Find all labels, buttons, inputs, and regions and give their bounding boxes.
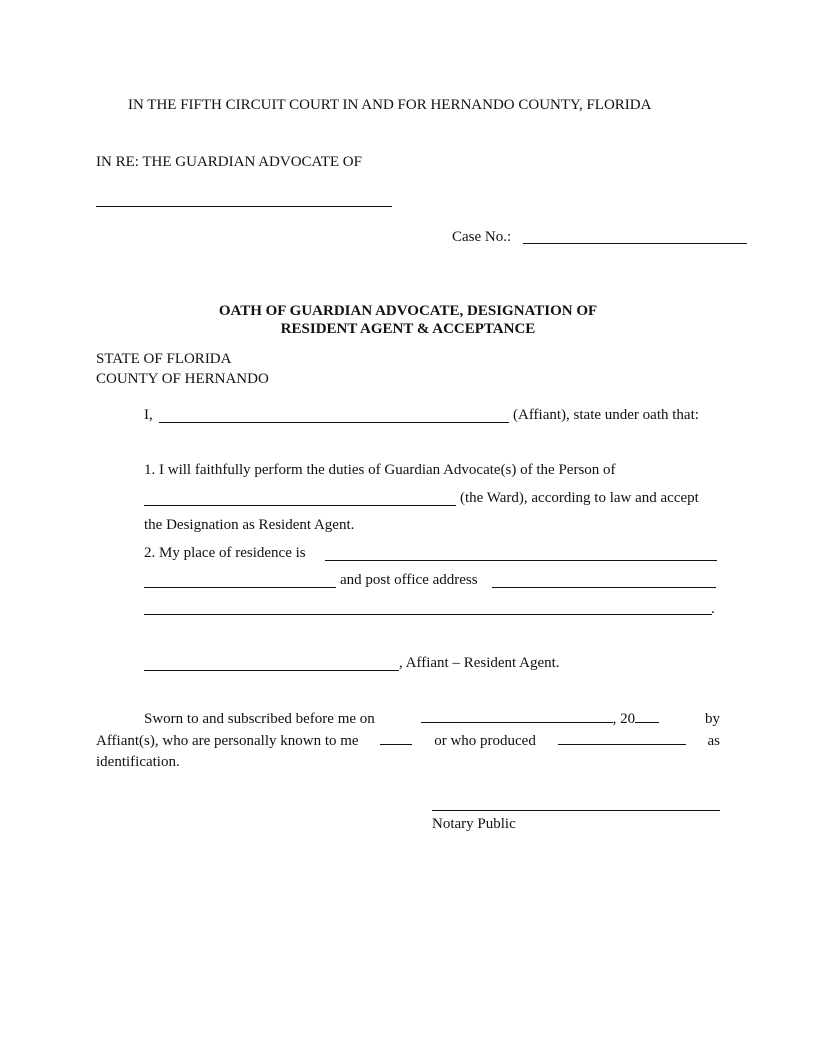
identification-type-blank[interactable] <box>558 730 686 745</box>
affiant-prefix: I, <box>144 407 153 423</box>
case-number-blank[interactable] <box>523 243 747 244</box>
item-2-period: . <box>711 601 715 617</box>
ward-person-blank[interactable] <box>144 505 456 506</box>
title-line-2: RESIDENT AGENT & ACCEPTANCE <box>280 321 536 337</box>
item-2-prefix: 2. My place of residence is <box>144 545 306 561</box>
sworn-year-blank[interactable] <box>635 708 659 723</box>
sworn-text-4: identification. <box>96 754 180 770</box>
notary-label: Notary Public <box>432 816 516 832</box>
affiant-signature-blank[interactable] <box>144 670 399 671</box>
personally-known-blank[interactable] <box>380 730 412 745</box>
item-1-line-2-suffix: (the Ward), according to law and accept <box>460 490 699 506</box>
sworn-text-1: Sworn to and subscribed before me on <box>144 711 375 727</box>
title-line-1: OATH OF GUARDIAN ADVOCATE, DESIGNATION OF <box>218 303 598 319</box>
sworn-text-3: or who produced <box>434 733 536 749</box>
item-2-mid: and post office address <box>340 572 478 588</box>
residence-blank-1[interactable] <box>325 560 717 561</box>
case-number-label: Case No.: <box>452 229 512 245</box>
in-re-caption: IN RE: THE GUARDIAN ADVOCATE OF <box>96 154 362 170</box>
item-1-line-3: the Designation as Resident Agent. <box>144 517 355 533</box>
ward-name-blank[interactable] <box>96 206 392 207</box>
sworn-text-2: Affiant(s), who are personally known to me <box>96 733 359 749</box>
sworn-date-blank[interactable] <box>421 708 613 723</box>
post-office-blank-2[interactable] <box>144 614 712 615</box>
affiant-name-blank[interactable] <box>159 422 509 423</box>
item-1-line-1: 1. I will faithfully perform the duties of Guardian Advocate(s) of the Person of <box>144 462 616 478</box>
affiant-suffix: (Affiant), state under oath that: <box>513 407 699 423</box>
residence-blank-2[interactable] <box>144 587 336 588</box>
county-label: COUNTY OF HERNANDO <box>96 371 269 387</box>
notary-signature-blank[interactable] <box>432 810 720 811</box>
state-label: STATE OF FLORIDA <box>96 351 232 367</box>
court-header: IN THE FIFTH CIRCUIT COURT IN AND FOR HERNANDO COUNTY, FLORIDA <box>128 97 652 113</box>
post-office-blank-1[interactable] <box>492 587 716 588</box>
sworn-text-by: by <box>705 711 720 727</box>
sworn-paragraph <box>96 708 720 773</box>
sworn-text-as: as <box>707 733 720 749</box>
signature-caption: , Affiant – Resident Agent. <box>399 655 560 671</box>
sworn-year-prefix: , 20 <box>612 711 636 727</box>
